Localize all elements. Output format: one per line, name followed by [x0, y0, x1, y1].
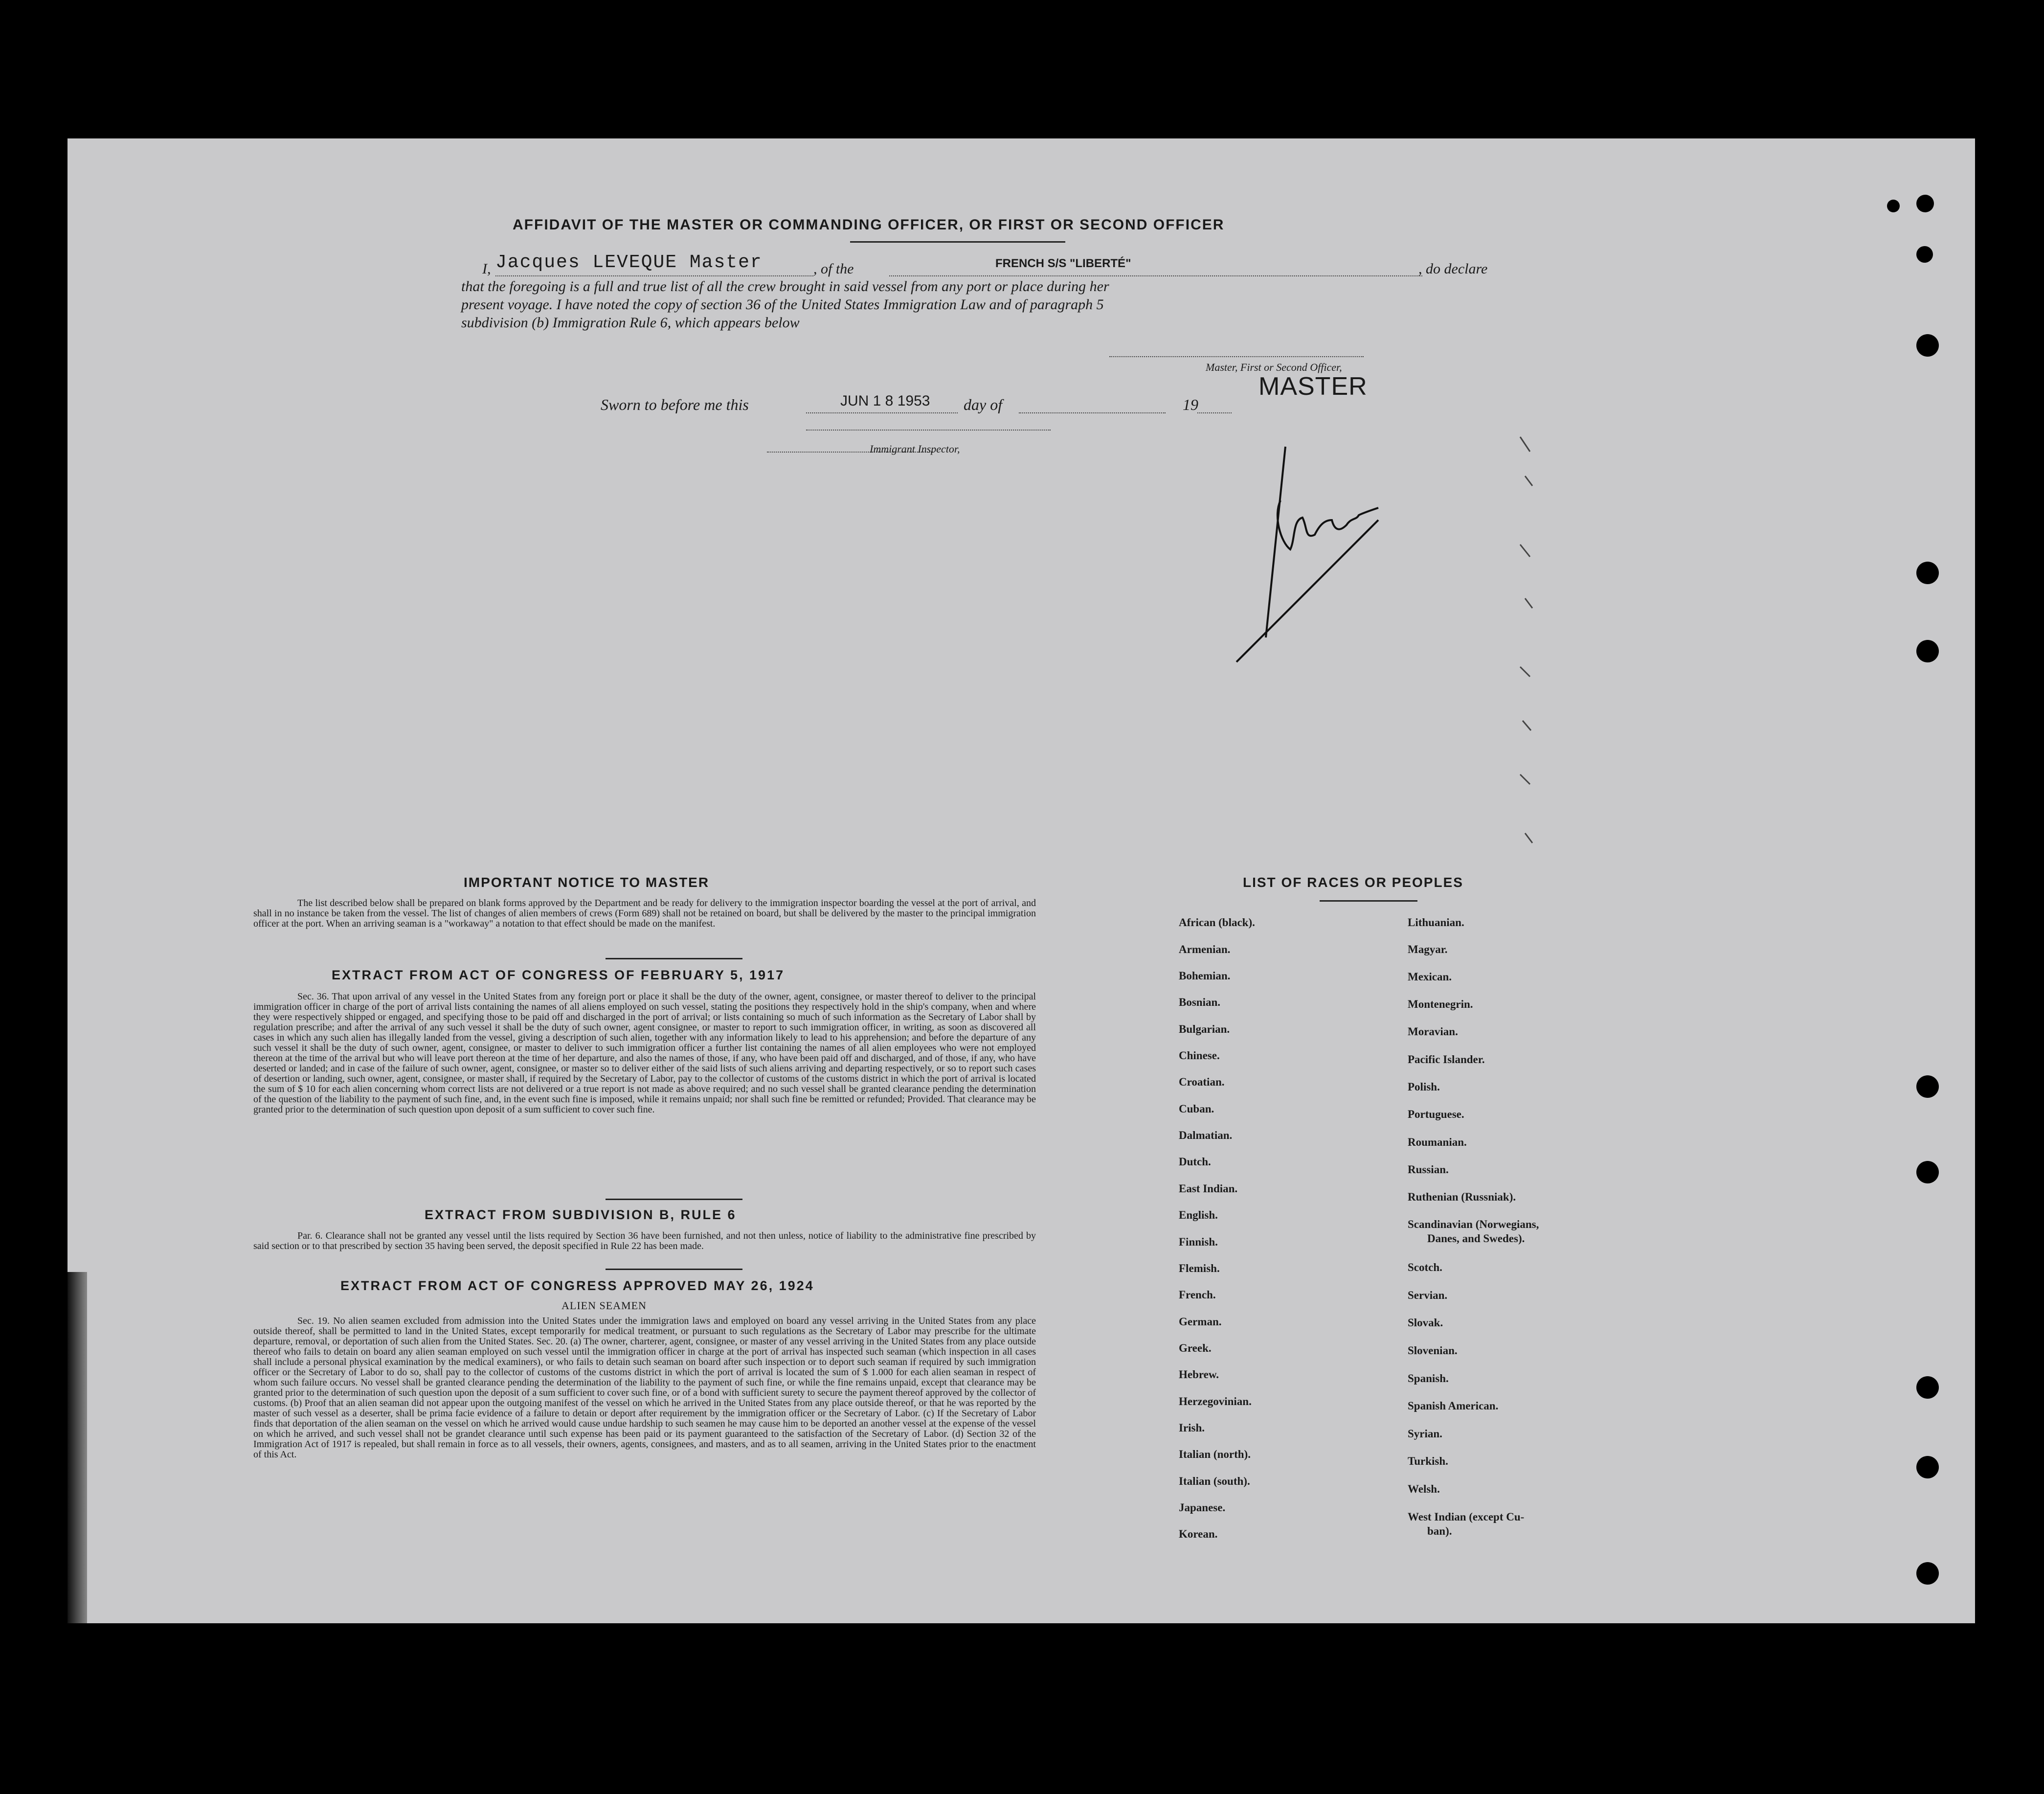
officer-sign-line	[1109, 356, 1364, 357]
of-the-text: , of the	[813, 261, 854, 277]
race-right-4: Montenegrin.	[1408, 998, 1473, 1010]
notice-body: The list described below shall be prepared on blank forms approved by the Department and be ready for delivery to the immigration inspector boarding the vessel at the port of arrival, and shall in no instance be taken from the vessel. The list of changes of alien members of crews (Form 689) shall not be retained on board, but shall be delivered by the master to the principal immigration officer at the port. When an arriving seaman is a "workaway" a notation to that effect should be made on the manifest.	[253, 898, 1036, 929]
race-left-22: Italian (south).	[1179, 1475, 1250, 1487]
punch-hole-5	[1916, 562, 1939, 584]
subdivision-b-title: EXTRACT FROM SUBDIVISION B, RULE 6	[425, 1207, 737, 1222]
punch-hole-1	[1916, 246, 1933, 263]
master-stamp: MASTER	[1258, 372, 1368, 401]
race-left-2: Armenian.	[1179, 943, 1231, 955]
race-left-18: Hebrew.	[1179, 1368, 1219, 1381]
race-right-6: Pacific Islander.	[1408, 1053, 1485, 1066]
date-line	[806, 412, 958, 413]
punch-hole-10	[1916, 1456, 1939, 1478]
year-prefix: 19	[1183, 396, 1198, 413]
extract-1917-body: Sec. 36. That upon arrival of any vessel in the United States from any foreign port or place it shall be the duty of the owner, agent, consignee, or master thereof to deliver to the principal immigration officer in charge of the port of arrival lists containing the names of all aliens employed on such vessel, stating the positions they respectively hold in the ship's company, when and where they were respectively shipped or engaged, and specifying those to be paid off and discharged in the port of arrival; or lists containing so much of such information as the Secretary of Labor shall by regulation prescribe; and after the arrival of any such vessel it shall be the duty of such owner, agent consignee, or master to report to such immigration officer, in writing, as soon as discovered all cases in which any such alien has illegally landed from the vessel, giving a description of such alien, together with any information likely to lead to his apprehension; and before the departure of any such vessel it shall be the duty of such owner, agent, consignee, or master to deliver to such immigration officer a further list containing the names of all alien employees who were not employed thereon at the time of the arrival but who will leave port thereon at the time of her departure, and also the names of those, if any, who have been paid off and discharged, and of those, if any, who have deserted or landed; and in case of the failure of such owner, agent, consignee, or master so to deliver either of the said lists of such aliens arriving and departing respectively, or so to report such cases of desertion or landing, such owner, agent, consignee, or master shall, if required by the Secretary of Labor, pay to the collector of customs of the customs district in which the port of arrival is located the sum of $ 10 for each alien concerning whom correct lists are not delivered or a true report is not made as above required; and no such vessel shall be granted clearance pending the determination of the question of the liability to the payment of such fine, and, in the event such fine is imposed, while it remains unpaid; nor shall such fine be remitted or refunded; Provided. That clearance may be granted prior to the determination of such question upon deposit of a sum sufficient to cover such fine.	[253, 991, 1036, 1115]
affidavit-line-4: subdivision (b) Immigration Rule 6, which appears below	[461, 315, 800, 331]
inspector-caption: Immigrant Inspector,	[870, 443, 960, 455]
race-right-2: Magyar.	[1408, 943, 1448, 955]
race-right-9: Roumanian.	[1408, 1136, 1467, 1148]
punch-hole-9	[1916, 1376, 1939, 1399]
race-left-21: Italian (north).	[1179, 1448, 1251, 1460]
officer-caption: Master, First or Second Officer,	[1206, 361, 1342, 373]
race-left-11: East Indian.	[1179, 1182, 1238, 1195]
left-edge-shadow	[67, 1272, 87, 1623]
race-right-17: Slovenian.	[1408, 1344, 1458, 1357]
subdivision-b-rule	[606, 1269, 742, 1270]
title-underline	[850, 241, 1065, 243]
vessel-line	[889, 275, 1422, 276]
race-right-23: West Indian (except Cu-	[1408, 1511, 1525, 1523]
race-right-16: Slovak.	[1408, 1317, 1443, 1329]
race-left-17: Greek.	[1179, 1342, 1212, 1354]
do-declare-text: , do declare	[1418, 261, 1488, 277]
race-left-15: French.	[1179, 1289, 1216, 1301]
race-left-23: Japanese.	[1179, 1501, 1226, 1514]
race-left-9: Dalmatian.	[1179, 1129, 1233, 1141]
race-right-7: Polish.	[1408, 1081, 1440, 1093]
race-right-22: Welsh.	[1408, 1483, 1440, 1495]
month-line	[1019, 412, 1166, 413]
punch-hole-11	[1916, 1562, 1939, 1585]
race-right-8: Portuguese.	[1408, 1108, 1464, 1120]
races-title: LIST OF RACES OR PEOPLES	[1243, 875, 1463, 890]
punch-hole-6	[1916, 640, 1939, 662]
race-right-20: Syrian.	[1408, 1428, 1442, 1440]
punch-hole-2	[1887, 200, 1900, 212]
notice-rule	[606, 958, 742, 959]
race-right-14: Scotch.	[1408, 1261, 1442, 1273]
handwritten-signature	[1232, 403, 1452, 681]
name-line	[495, 275, 813, 276]
race-right-12: Scandinavian (Norwegians,	[1408, 1218, 1539, 1230]
extract-1917-title: EXTRACT FROM ACT OF CONGRESS OF FEBRUARY 5, 1917	[332, 968, 785, 982]
race-left-24: Korean.	[1179, 1528, 1218, 1540]
punch-hole-3	[1916, 195, 1934, 212]
race-right-1: Lithuanian.	[1408, 916, 1464, 929]
race-left-16: German.	[1179, 1316, 1222, 1328]
i-prefix: I,	[482, 261, 491, 277]
master-name: Jacques LEVEQUE Master	[495, 252, 763, 273]
race-right-18: Spanish.	[1408, 1372, 1449, 1385]
affidavit-line-3: present voyage. I have noted the copy of section 36 of the United States Immigration Law and of paragraph 5	[461, 296, 1104, 313]
subdivision-b-body: Par. 6. Clearance shall not be granted any vessel until the lists required by Section 36 have been furnished, and not then unless, notice of liability to the administrative fine prescribed by said section or to that prescribed by section 35 having been served, the deposit specified in Rule 22 has been made.	[253, 1230, 1036, 1251]
race-left-3: Bohemian.	[1179, 970, 1231, 982]
race-left-19: Herzegovinian.	[1179, 1395, 1252, 1408]
affidavit-title: AFFIDAVIT OF THE MASTER OR COMMANDING OFFICER, OR FIRST OR SECOND OFFICER	[513, 217, 1225, 233]
race-right-19: Spanish American.	[1408, 1400, 1499, 1412]
race-right-3: Mexican.	[1408, 971, 1452, 983]
race-left-4: Bosnian.	[1179, 996, 1221, 1008]
vessel-name: FRENCH S/S "LIBERTÉ"	[995, 257, 1131, 270]
race-right-13: Danes, and Swedes).	[1427, 1232, 1525, 1245]
race-right-15: Servian.	[1408, 1289, 1448, 1301]
punch-hole-7	[1916, 1075, 1939, 1098]
race-right-11: Ruthenian (Russniak).	[1408, 1191, 1516, 1203]
race-right-21: Turkish.	[1408, 1455, 1448, 1467]
document-sheet	[67, 138, 1975, 1623]
affidavit-line-2: that the foregoing is a full and true list of all the crew brought in said vessel from any port or place during her	[461, 278, 1109, 295]
extract-1924-body: Sec. 19. No alien seamen excluded from admission into the United States under the immigration laws and employed on board any vessel arriving in the United States from any place outside thereof, shall be permitted to land in the United States, except temporarily for medical treatment, or pursuant to such regulations as the Secretary of Labor may prescribe for the ultimate departure, removal, or deportation of such alien from the United States. Sec. 20. (a) The owner, charterer, agent, consignee, or master of any vessel arriving in the United States from any place outside thereof who fails to detain on board any alien seaman employed on such vessel until the immigration officer in charge at the port of arrival has inspected such seaman (which inspection in all cases shall include a personal physical examination by the medical examiners), or who fails to detain such seaman on board after such inspection or to deport such seaman if required by such immigration officer or the Secretary of Labor to do so, shall pay to the collector of customs of the customs district in which the port of arrival is located the sum of $ 1.000 for each alien seaman in respect of whom such failure occurs. No vessel shall be granted clearance pending the determination of the liability to the payment of such fine, or while the fine remains unpaid, except that clearance may be granted prior to the determination of such question upon the deposit of a sum sufficient to cover such fine, or of a bond with sufficient surety to secure the payment thereof approved by the collector of customs. (b) Proof that an alien seaman did not appear upon the outgoing manifest of the vessel on which he arrived in the United States from any place outside thereof, or that he was reported by the master of such vessel as a deserter, shall be prima facie evidence of a failure to detain or deport after requirement by the immigration officer or the Secretary of Labor. (c) If the Secretary of Labor finds that deportation of the alien seaman on the vessel on which he arrived would cause undue hardship to such seamen he may cause him to be deported an another vessel at the expense of the vessel on which he arrived, and such vessel shall not be grandet clearance until such expense has been paid or its payment guaranteed to the satisfaction of the Secretary of Labor. (d) Section 32 of the Immigration Act of 1917 is repealed, but shall remain in force as to all vessels, their owners, agents, consignees, and masters, and as to all seamen, arriving in the United States prior to the enactment of this Act.	[253, 1316, 1036, 1460]
race-right-10: Russian.	[1408, 1163, 1449, 1176]
year-line	[1197, 412, 1232, 413]
punch-hole-8	[1916, 1161, 1939, 1183]
day-of-text: day of	[964, 396, 1003, 413]
race-left-13: Finnish.	[1179, 1236, 1218, 1248]
race-left-5: Bulgarian.	[1179, 1023, 1230, 1035]
race-left-10: Dutch.	[1179, 1156, 1211, 1168]
race-left-12: English.	[1179, 1209, 1218, 1221]
race-left-7: Croatian.	[1179, 1076, 1225, 1088]
race-left-8: Cuban.	[1179, 1103, 1214, 1115]
race-left-1: African (black).	[1179, 916, 1255, 929]
race-left-14: Flemish.	[1179, 1262, 1220, 1274]
race-right-5: Moravian.	[1408, 1025, 1458, 1038]
race-right-24: ban).	[1427, 1525, 1452, 1537]
extract-1924-subtitle: ALIEN SEAMEN	[562, 1299, 647, 1312]
races-rule	[1320, 900, 1417, 902]
notice-title: IMPORTANT NOTICE TO MASTER	[464, 875, 710, 890]
punch-hole-4	[1916, 334, 1939, 357]
inspector-line-1	[806, 430, 1051, 431]
race-left-20: Irish.	[1179, 1422, 1205, 1434]
date-stamp: JUN 1 8 1953	[840, 393, 930, 409]
extract-1924-title: EXTRACT FROM ACT OF CONGRESS APPROVED MAY 26, 1924	[340, 1278, 814, 1293]
sworn-text: Sworn to before me this	[601, 396, 749, 413]
extract-1917-rule	[606, 1199, 742, 1200]
race-left-6: Chinese.	[1179, 1049, 1220, 1062]
